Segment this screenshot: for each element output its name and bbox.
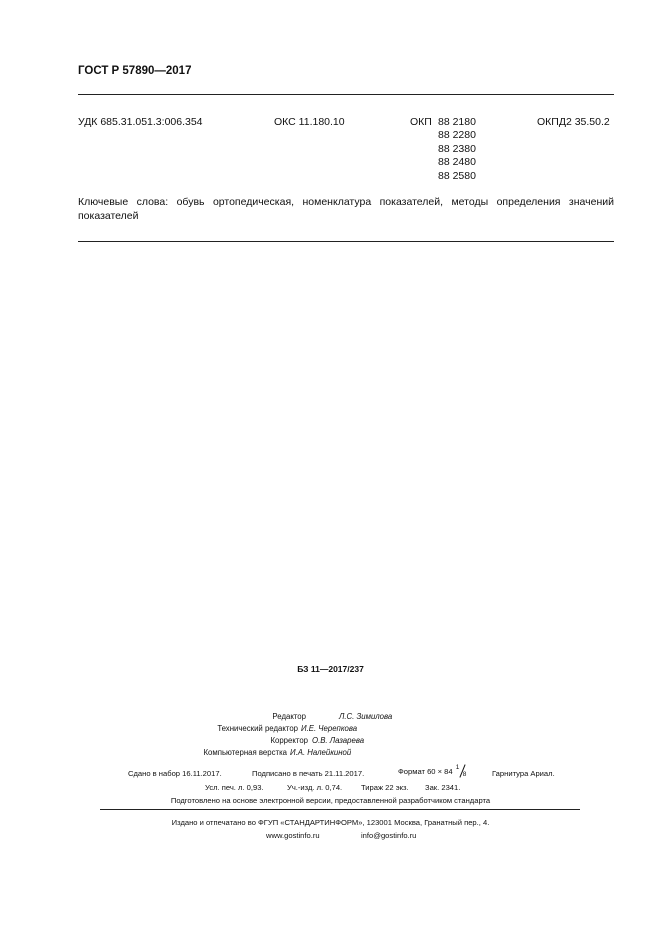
format <box>398 766 469 778</box>
credit-name <box>339 712 392 721</box>
keywords: Ключевые слова: обувь ортопедическая, номенклатура показателей, методы определения значений показателей <box>78 196 614 222</box>
credit-name <box>301 724 357 733</box>
format-label: Формат 60 × 84 <box>398 767 453 776</box>
print-sheets: Усл. печ. л. 0,93. <box>205 783 264 792</box>
credit-role: Редактор <box>272 712 306 721</box>
keywords-divider <box>78 241 614 242</box>
format-numerator: 1 <box>455 764 460 771</box>
okp-code: 88 2580 <box>438 169 476 182</box>
okp-code: 88 2280 <box>438 129 476 141</box>
bz-number: БЗ 11—2017/237 <box>297 664 364 674</box>
credit-role: Корректор <box>270 736 308 745</box>
prepared-note: Подготовлено на основе электронной версии, предоставленной разработчиком стандарта <box>170 796 491 805</box>
sent-to-set: Сдано в набор 16.11.2017. <box>128 769 222 778</box>
credit-name-text: О.В. Лазарева <box>312 736 365 745</box>
credit-role: Технический редактор <box>217 724 298 733</box>
signed-date: Подписано в печать 21.11.2017. <box>252 769 365 778</box>
header-divider <box>78 94 614 95</box>
website-link[interactable]: www.gostinfo.ru <box>266 831 320 840</box>
email-link[interactable]: info@gostinfo.ru <box>361 831 417 840</box>
okp-code: 88 2480 <box>438 156 476 168</box>
credit-name-text: И.А. Налейкиной <box>290 748 352 757</box>
print-run: Тираж 22 экз. <box>361 783 409 792</box>
publisher: Издано и отпечатано во ФГУП «СТАНДАРТИНФОРМ», 123001 Москва, Гранатный пер., 4. <box>171 818 490 827</box>
okp-code: 88 2380 <box>438 142 476 155</box>
standard-number: ГОСТ Р 57890—2017 <box>78 65 192 77</box>
imprint-divider <box>100 809 580 810</box>
oks-code: ОКС 11.180.10 <box>274 116 345 128</box>
format-fraction <box>455 766 469 778</box>
okp-label: ОКП <box>410 116 432 128</box>
okpd2-code: ОКПД2 35.50.2 <box>537 116 610 128</box>
udk-code: УДК 685.31.051.3:006.354 <box>78 116 203 128</box>
order-number: Зак. 2341. <box>425 783 461 792</box>
credit-name <box>290 748 351 757</box>
pub-sheets: Уч.-изд. л. 0,74. <box>287 783 343 792</box>
format-denominator: 8 <box>462 771 467 778</box>
credit-role: Компьютерная верстка <box>203 748 287 757</box>
okp-code: 88 2180 <box>438 116 476 128</box>
credit-name <box>312 736 364 745</box>
credit-name-text: И.Е. Черепкова <box>301 724 358 733</box>
credit-name-text: Л.С. Зимилова <box>339 712 393 721</box>
typeface: Гарнитура Ариал. <box>492 769 555 778</box>
okp-code-list <box>438 129 476 183</box>
